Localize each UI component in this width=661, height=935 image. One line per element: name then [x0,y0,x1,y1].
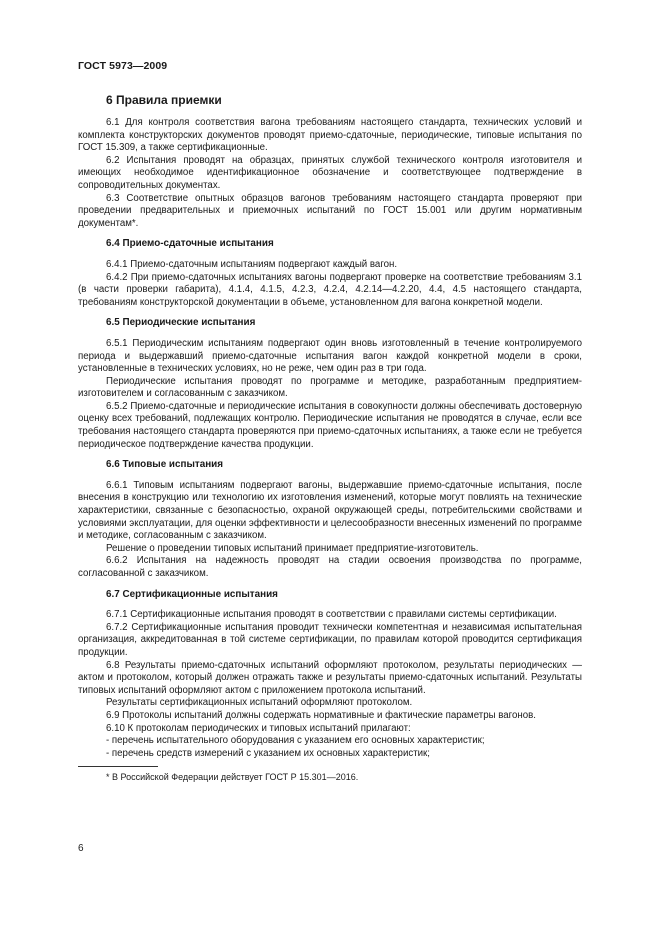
paragraph-6-6-2: 6.6.2 Испытания на надежность проводят на стадии освоения производства по программе, согласованной с заказчиком. [78,555,582,579]
subsection-title-6-7: 6.7 Сертификационные испытания [106,588,278,600]
paragraph-6-6-1-b: Решение о проведении типовых испытаний принимает предприятие-изготовитель. [106,542,479,554]
subsection-title-6-5: 6.5 Периодические испытания [106,317,256,329]
paragraph-6-1: 6.1 Для контроля соответствия вагона требованиям настоящего стандарта, технических условий и комплекта конструкторских документов проводят приемо-сдаточные, периодические, типовые испытания по ГОСТ 15.309, а также сертификационные. [78,117,582,154]
paragraph-6-7-2: 6.7.2 Сертификационные испытания проводит технически компетентная и независимая испытательная организация, аккредитованная в той системе сертификации, по правилам которой проводится сертификация продукции. [78,621,582,658]
list-item: - перечень средств измерений с указанием их основных характеристик; [106,747,430,759]
document-body [78,93,582,784]
paragraph-6-6-1: 6.6.1 Типовым испытаниям подвергают вагоны, выдержавшие приемо-сдаточные испытания, после внесения в конструкцию или технологию их изготовления изменений, которые могут повлиять на технические характеристики, связанные с безопасностью, охраной окружающей среды, потребительскими свойствами и условиями эксплуатации, для оценки эффективности и целесообразности внесенных изменений по программе и методике, согласованным с заказчиком. [78,479,582,542]
subsection-title-6-6: 6.6 Типовые испытания [106,459,224,471]
footnote: * В Российской Федерации действует ГОСТ Р 15.301—2016. [106,772,359,783]
paragraph-6-4-1: 6.4.1 Приемо-сдаточным испытаниям подвергают каждый вагон. [106,258,398,270]
paragraph-6-8: 6.8 Результаты приемо-сдаточных испытаний оформляют протоколом, результаты периодических — актом и протоколом, который должен отражать также и результаты приемо-сдаточных испытаний. Результаты типовых испытаний оформляют актом с приложением протокола испытаний. [78,659,582,696]
subsection-title-6-4: 6.4 Приемо-сдаточные испытания [106,238,274,250]
paragraph-6-2: 6.2 Испытания проводят на образцах, принятых службой технического контроля изготовителя и имеющих необходимое идентификационное обозначение и соответствующее подтверждение в сопроводительных документах. [78,154,582,191]
paragraph-6-7-1: 6.7.1 Сертификационные испытания проводят в соответствии с правилами системы сертификации. [106,609,557,621]
page-number: 6 [78,843,84,854]
section-title: 6 Правила приемки [106,93,222,107]
paragraph-6-4-2: 6.4.2 При приемо-сдаточных испытаниях вагоны подвергают проверке на соответствие требованиям 3.1 (в части проверки габарита), 4.1.4, 4.1.5, 4.2.3, 4.2.4, 4.2.14—4.2.20, 4.4, 4.5 настоящего стандарта, требованиям конструкторской документации в объеме, установленном для вагона конкретной модели. [78,271,582,308]
footnote-divider [78,766,158,767]
paragraph-6-5-1-b: Периодические испытания проводят по программе и методике, разработанным предприятием-изготовителем и согласованным с заказчиком. [78,375,582,400]
paragraph-6-9: 6.9 Протоколы испытаний должны содержать нормативные и фактические параметры вагонов. [106,709,536,721]
document-header: ГОСТ 5973—2009 [78,60,168,72]
list-item: - перечень испытательного оборудования с указанием его основных характеристик; [106,735,485,747]
paragraph-6-3: 6.3 Соответствие опытных образцов вагонов требованиям настоящего стандарта проверяют при проведении предварительных и приемочных испытаний по ГОСТ 15.001 или другим нормативным документам*. [78,192,582,229]
paragraph-6-8-b: Результаты сертификационных испытаний оформляют протоколом. [106,697,413,709]
paragraph-6-5-1: 6.5.1 Периодическим испытаниям подвергают один вновь изготовленный в течение контролируемого периода и выдержавший приемо-сдаточные испытания вагон каждой конкретной модели в сроки, установленные в технических условиях, но не реже, чем один раз в три года. [78,337,582,375]
paragraph-6-10: 6.10 К протоколам периодических и типовых испытаний прилагают: [106,722,411,734]
paragraph-6-5-2: 6.5.2 Приемо-сдаточные и периодические испытания в совокупности должны обеспечивать достоверную оценку всех требований, подлежащих контролю. Периодические испытания не проводятся в случае, если все требования настоящего стандарта проверяются при приемо-сдаточных испытаниях, а также если не требуется периодическое подтверждение качества продукции. [78,400,582,450]
